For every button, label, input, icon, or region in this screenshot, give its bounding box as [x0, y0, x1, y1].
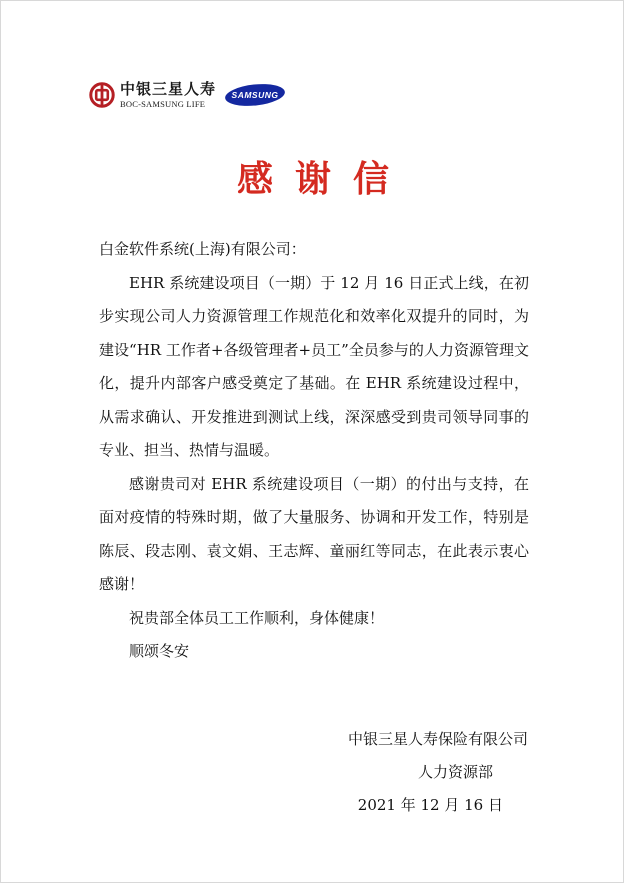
paragraph-2: 感谢贵司对 EHR 系统建设项目（一期）的付出与支持，在面对疫情的特殊时期，做了大量服务、协调和开发工作，特别是陈辰、段志刚、袁文娟、王志辉、童丽红等同志，在此表示衷心感谢！ — [99, 474, 529, 593]
letter-title: 感谢信 — [236, 158, 411, 200]
signature-block — [288, 723, 528, 822]
logo-en-text: BOC-SAMSUNG LIFE — [120, 98, 206, 109]
header-logos — [89, 75, 286, 115]
signature-date: 2021 年 12 月 16 日 — [357, 796, 503, 814]
boc-emblem-icon — [89, 82, 115, 108]
samsung-logo-text: SAMSUNG — [231, 90, 279, 100]
samsung-logo — [224, 83, 286, 107]
salutation: 白金软件系统(上海)有限公司： — [99, 240, 306, 258]
paragraph-1: EHR 系统建设项目（一期）于 12 月 16 日正式上线，在初步实现公司人力资源管理工作规范化和效率化双提升的同时，为建设“HR 工作者+各级管理者+员工”全员参与的人力资源管理文化，提升内部客户感受奠定了基础。在 EHR 系统建设过程中，从需求确认、开发推进到测试上线，深深感受到贵司领导同事的专业、担当、热情与温暖。 — [99, 273, 529, 459]
paragraph-3: 祝贵部全体员工工作顺利，身体健康！ — [129, 608, 385, 627]
paragraph-4: 顺颂冬安 — [129, 642, 190, 660]
letter-body — [99, 233, 529, 669]
signature-department: 人力资源部 — [417, 763, 493, 781]
signature-company: 中银三星人寿保险有限公司 — [347, 730, 528, 748]
logo-cn-text: 中银三星人寿 — [120, 79, 217, 98]
boc-logo-text — [120, 79, 217, 109]
